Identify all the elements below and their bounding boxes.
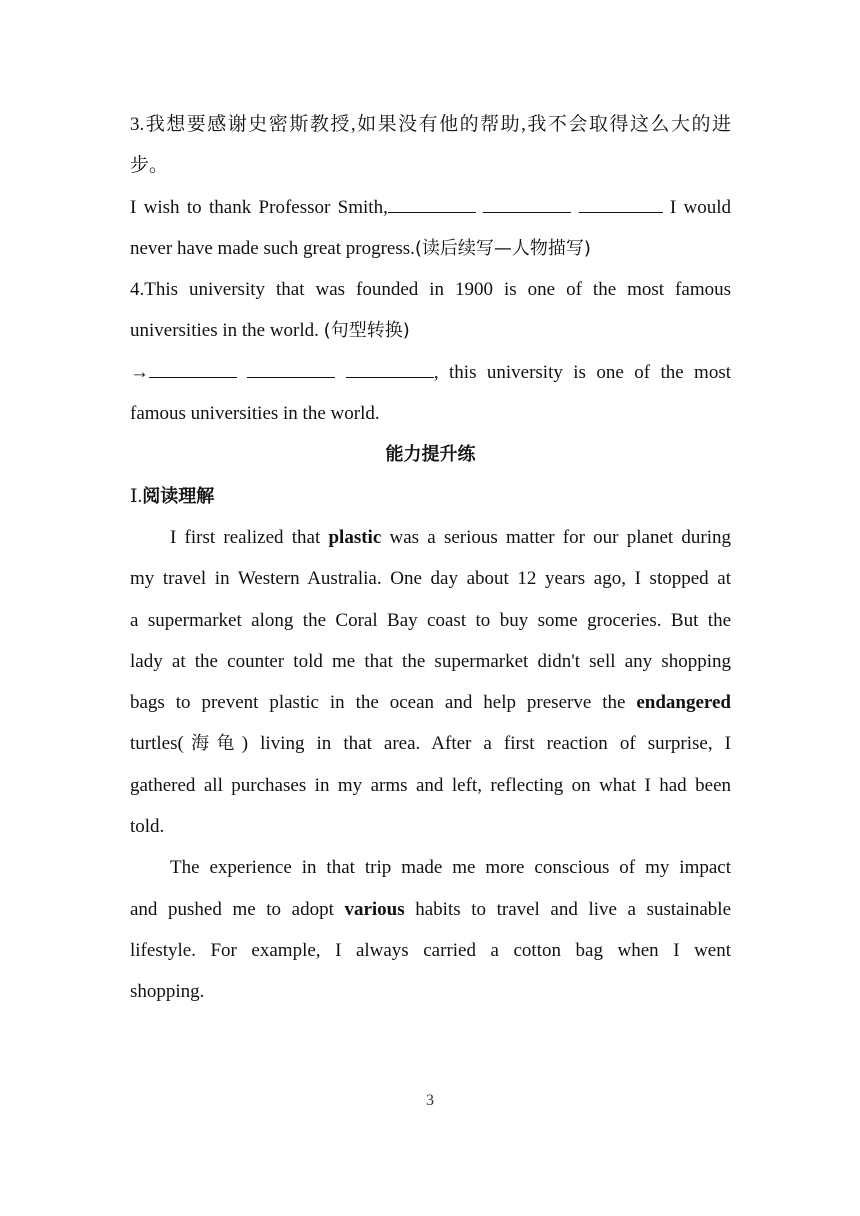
blank-field[interactable] [346,359,434,378]
keyword-endangered: endangered [636,692,731,714]
keyword-various: various [344,898,405,920]
passage-line: shopping. [130,981,205,1003]
q3-english-line2 [130,228,731,269]
blank-field[interactable] [579,194,663,213]
q4-note: (句型转换) [323,320,410,342]
passage-line: gathered all purchases in my arms and left, reflecting on what I had been [130,774,731,796]
passage-line: lady at the counter told me that the supermarket didn't sell any shopping [130,650,731,672]
text-span: bags to prevent plastic in the ocean and help preserve the [130,692,637,714]
q4-line2 [130,310,731,351]
subsection-title: 阅读理解 [142,485,215,507]
q4-line2-main: universities in the world. [130,320,324,342]
text-span: habits to travel and live a sustainable [404,898,732,920]
text-span: was a serious matter for our planet during [381,526,731,548]
q3-english-line2-main: never have made such great progress. [130,237,415,259]
passage [130,517,731,1013]
q3-chinese-line2: 步。 [130,155,169,177]
q4-line3 [130,352,731,393]
document-page [130,104,731,1013]
blank-field[interactable] [247,359,335,378]
q4-line1: 4.This university that was founded in 1900 is one of the most famous [130,279,731,301]
q3-english-line1 [130,187,731,228]
section-title: 能力提升练 [385,444,476,466]
text-span: turtles( [130,733,184,755]
passage-line: The experience in that trip made me more conscious of my impact [170,857,731,879]
passage-line [130,889,731,930]
text-span: ) living in that area. After a first reaction of surprise, I [241,733,731,755]
passage-line: my travel in Western Australia. One day about 12 years ago, I stopped at [130,568,731,590]
q3-chinese-line1: 3.我想要感谢史密斯教授,如果没有他的帮助,我不会取得这么大的进 [130,114,731,135]
q3-english-end: I would [669,196,732,218]
page-number: 3 [426,1092,434,1109]
passage-line: a supermarket along the Coral Bay coast to buy some groceries. But the [130,609,731,631]
text-span: and pushed me to adopt [130,898,345,920]
q4-line4: famous universities in the world. [130,403,380,425]
keyword-plastic: plastic [328,526,382,548]
passage-line: told. [130,816,165,838]
passage-line [130,682,731,723]
passage-line: lifestyle. For example, I always carried a cotton bag when I went [130,939,731,961]
q3-note: (读后续写—人物描写) [414,237,591,259]
arrow: → [130,361,149,383]
blank-field[interactable] [149,359,237,378]
q3-english-start: I wish to thank Professor Smith, [130,196,388,218]
blank-field[interactable] [483,194,571,213]
text-span: I first realized that [170,526,329,548]
subsection-heading [130,476,731,517]
passage-line [130,517,731,558]
subsection-numeral: Ⅰ. [130,485,143,507]
q4-line3-end: , this university is one of the most [433,361,732,383]
gloss-turtles: 海龟 [183,733,242,755]
blank-field[interactable] [388,194,476,213]
passage-line [130,723,731,764]
